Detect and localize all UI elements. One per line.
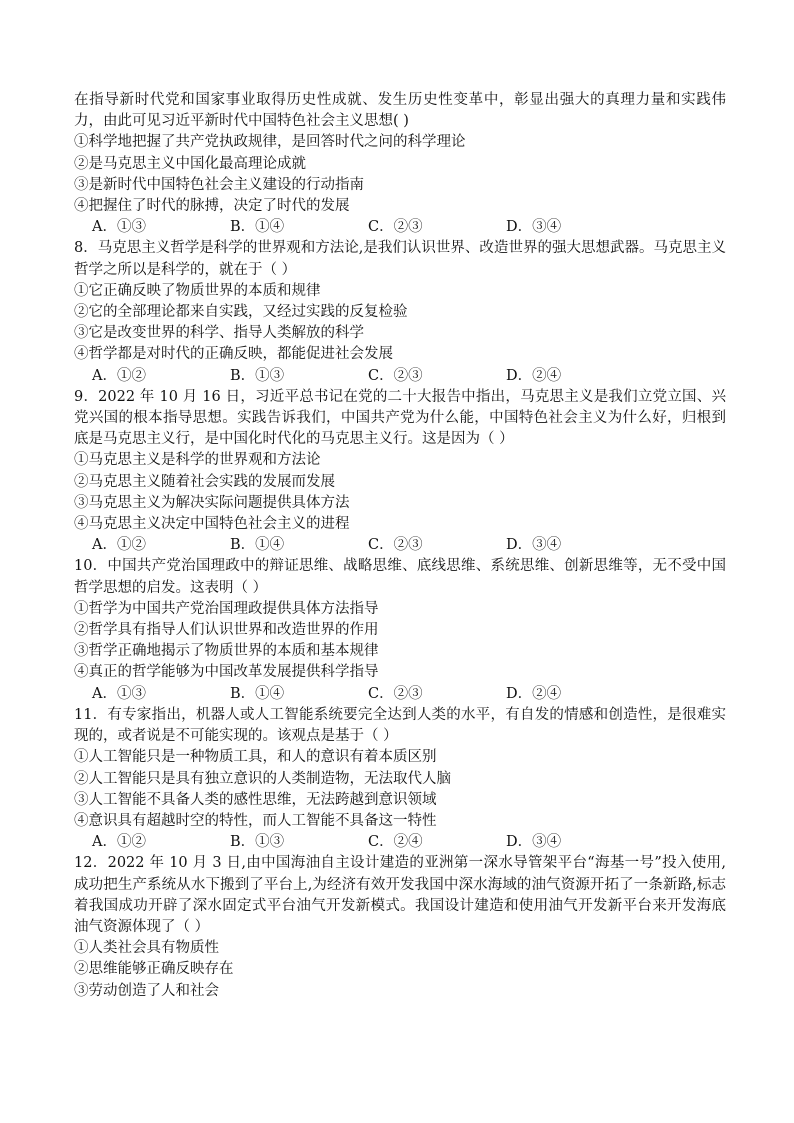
option-1: ①马克思主义是科学的世界观和方法论 [74,452,321,469]
choice-a: A．①② [92,537,146,554]
option-4: ④意识具有超越时空的特性，而人工智能不具备这一特性 [74,812,437,829]
choice-b: B．①③ [230,367,285,384]
option-3: ③哲学正确地揭示了物质世界的本质和基本规律 [74,643,379,660]
choice-a: A．①③ [92,219,146,236]
question-stem: 10．中国共产党治国理政中的辩证思维、战略思维、底线思维、系统思维、创新思维等，无不受中国哲学思想的启发。这表明（ ） [74,558,726,596]
answer-choices [74,832,726,853]
answer-choices [74,535,726,556]
choice-c: C．②③ [368,537,423,554]
choice-a: A．①③ [92,685,146,702]
question-stem: 11．有专家指出，机器人或人工智能系统要完全达到人类的水平，有自发的情感和创造性，是很难实现的，或者说是不可能实现的。该观点是基于（ ） [74,706,726,745]
question-stem: 12．2022 年 10 月 3 日,由中国海油自主设计建造的亚洲第一深水导管架平台“海基一号”投入使用,成功把生产系统从水下搬到了平台上,为经济有效开发我国中深水海域的油气资源开拓了一条新路,标志着我国成功开辟了深水固定式平台油气开发新模式。我国设计建造和使用油气开发新平台来开发海底油气资源体现了（ ） [74,855,726,935]
option-3: ③人工智能不具备人类的感性思维，无法跨越到意识领域 [74,791,437,808]
choice-c: C．②④ [368,834,423,851]
question-10 [74,556,726,704]
option-2: ②它的全部理论都来自实践，又经过实践的反复检验 [74,304,408,321]
choice-a: A．①② [92,367,146,384]
option-2: ②人工智能只是具有独立意识的人类制造物，无法取代人脑 [74,770,451,787]
choice-c: C．②③ [368,685,423,702]
choice-d: D．②④ [506,685,562,702]
question-stem: 9．2022 年 10 月 16 日，习近平总书记在党的二十大报告中指出，马克思主义是我们立党立国、兴党兴国的根本指导思想。实践告诉我们，中国共产党为什么能，中国特色社会主义为什么好，归根到底是马克思主义行，是中国化时代化的马克思主义行。这是因为（ ） [74,388,726,448]
option-4: ④哲学都是对时代的正确反映，都能促进社会发展 [74,346,393,363]
option-3: ③它是改变世界的科学、指导人类解放的科学 [74,325,364,342]
option-1: ①人工智能只是一种物质工具，和人的意识有着本质区别 [74,749,437,766]
choice-a: A．①② [92,834,146,851]
choice-c: C．②③ [368,219,423,236]
choice-d: D．③④ [506,219,562,236]
choice-b: B．①③ [230,834,285,851]
question-11 [74,705,726,853]
choice-b: B．①④ [230,219,285,236]
choice-d: D．②④ [506,367,562,384]
option-3: ③马克思主义为解决实际问题提供具体方法 [74,494,350,511]
option-1: ①哲学为中国共产党治国理政提供具体方法指导 [74,600,379,617]
answer-choices [74,366,726,387]
answer-choices [74,217,726,238]
option-4: ④真正的哲学能够为中国改革发展提供科学指导 [74,664,379,681]
answer-choices [74,684,726,705]
choice-d: D．③④ [506,537,562,554]
option-4: ④把握住了时代的脉搏，决定了时代的发展 [74,198,350,215]
question-12 [74,853,726,1001]
choice-d: D．③④ [506,834,562,851]
question-7 [74,90,726,238]
question-stem: 8．马克思主义哲学是科学的世界观和方法论,是我们认识世界、改造世界的强大思想武器。马克思主义哲学之所以是科学的，就在于（ ） [74,240,726,278]
question-8 [74,238,726,386]
choice-c: C．②③ [368,367,423,384]
question-9 [74,387,726,557]
option-1: ①它正确反映了物质世界的本质和规律 [74,282,321,299]
option-3: ③劳动创造了人和社会 [74,982,219,999]
option-2: ②是马克思主义中国化最高理论成就 [74,155,306,172]
question-stem: 在指导新时代党和国家事业取得历史性成就、发生历史性变革中，彰显出强大的真理力量和实践伟力，由此可见习近平新时代中国特色社会主义思想( ) [74,92,726,130]
option-1: ①人类社会具有物质性 [74,940,219,957]
option-3: ③是新时代中国特色社会主义建设的行动指南 [74,176,364,193]
choice-b: B．①④ [230,685,285,702]
option-1: ①科学地把握了共产党执政规律，是回答时代之问的科学理论 [74,134,466,151]
option-2: ②马克思主义随着社会实践的发展而发展 [74,473,335,490]
exam-page [74,90,726,1002]
option-2: ②哲学具有指导人们认识世界和改造世界的作用 [74,622,379,639]
choice-b: B．①④ [230,537,285,554]
option-2: ②思维能够正确反映存在 [74,961,234,978]
option-4: ④马克思主义决定中国特色社会主义的进程 [74,516,350,533]
